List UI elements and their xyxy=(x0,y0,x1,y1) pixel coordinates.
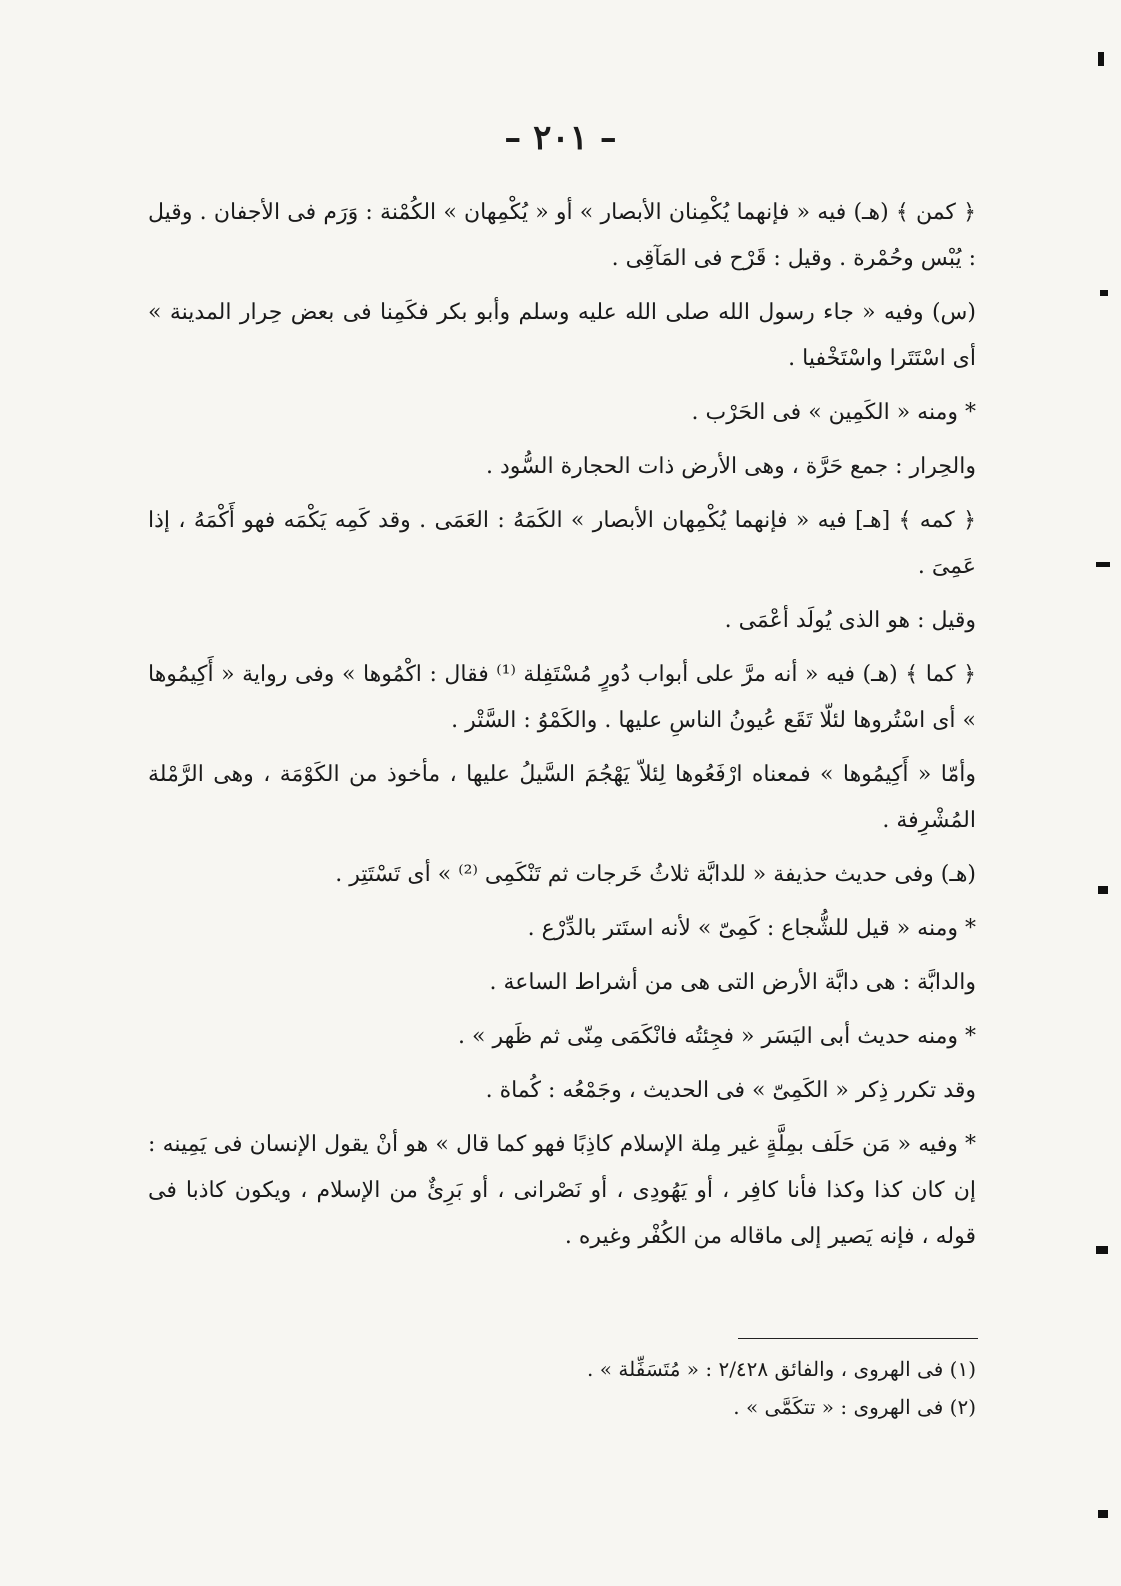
paragraph-hudhayfa-hadith: (هـ) وفى حديث حذيفة « للدابَّة ثلاثُ خَرجات ثم تَنْكَمِى ⁽²⁾ » أى تَسْتَتِر . xyxy=(335,862,976,887)
star-paragraph-kamin: * ومنه « الكَمِين » فى الحَرْب . xyxy=(691,400,976,425)
margin-mark xyxy=(1100,290,1108,296)
page-number: – ٢٠١ – xyxy=(504,118,617,158)
entry-kmn-hadith-paragraph: (س) وفيه « جاء رسول الله صلى الله عليه وسلم وأبو بكر فكَمِنا فى بعض حِرار المدينة » أى اسْتَتَرا واسْتَخْفيا . xyxy=(148,300,976,371)
paragraph-hirar: والحِرار : جمع حَرَّة ، وهى الأرض ذات الحجارة السُّود . xyxy=(486,454,976,479)
main-text xyxy=(148,190,976,1268)
entry-kmn-paragraph: ﴿ كمن ﴾ (هـ) فيه « فإنهما يُكْمِنان الأبصار » أو « يُكْمِهان » الكُمْنة : وَرَم فى الأجفان . وقيل : يُبْس وحُمْرة . وقيل : قَرْح فى المَآقِى . xyxy=(148,200,976,271)
margin-mark xyxy=(1096,562,1110,567)
footnote-divider xyxy=(738,1338,978,1339)
margin-mark xyxy=(1098,886,1108,894)
footnotes xyxy=(148,1350,976,1426)
paragraph-dabba: والدابَّة : هى دابَّة الأرض التى هى من أشراط الساعة . xyxy=(489,970,976,995)
star-paragraph-oath: * وفيه « مَن حَلَف بمِلَّةٍ غير مِلة الإسلام كاذِبًا فهو كما قال » هو أنْ يقول الإنسان فى يَمِينه : إن كان كذا وكذا فأنا كافِر ، أو يَهُودِى ، أو نَصْرانى ، أو بَرِئٌ من الإسلام ، ويكون كاذبا فى قوله ، فإنه يَصير إلى ماقاله من الكُفْر وغيره . xyxy=(148,1132,977,1249)
paragraph-kumat: وقد تكرر ذِكر « الكَمِىّ » فى الحديث ، وجَمْعُه : كُماة . xyxy=(485,1078,976,1103)
footnote-1: (١) فى الهروى ، والفائق ٢/٤٢٨ : « مُتَسَفِّلة » . xyxy=(587,1357,976,1381)
entry-kma-paragraph: ﴿ كما ﴾ (هـ) فيه « أنه مرَّ على أبواب دُورٍ مُسْتَفِلة ⁽¹⁾ فقال : اكْمُوها » وفى رواية « أَكِيمُوها » أى اسْتُروها لئلّا تَقَع عُيونُ الناسِ عليها . والكَمْوُ : السَّتْر . xyxy=(148,662,977,733)
star-paragraph-kamiyy: * ومنه « قيل للشُّجاع : كَمِىّ » لأنه استَتر بالدِّرْع . xyxy=(527,916,976,941)
margin-mark xyxy=(1098,1510,1108,1518)
entry-kmh-paragraph: ﴿ كمه ﴾ [هـ] فيه « فإنهما يُكْمِهان الأبصار » الكَمَهُ : العَمَى . وقد كَمِه يَكْمَه فهو أَكْمَهُ ، إذا عَمِىَ . xyxy=(148,508,976,579)
paragraph-akimuha: وأمّا « أَكِيمُوها » فمعناه ارْفَعُوها لِئلاّ يَهْجُمَ السَّيلُ عليها ، مأخوذ من الكَوْمَة ، وهى الرَّمْلة المُشْرِفة . xyxy=(148,762,976,833)
margin-mark xyxy=(1096,1246,1108,1254)
paragraph-akmah-definition: وقيل : هو الذى يُولَد أعْمَى . xyxy=(724,608,976,633)
star-paragraph-abi-alyasar: * ومنه حديث أبى اليَسَر « فجِئتُه فانْكَمَى مِنّى ثم ظَهر » . xyxy=(458,1024,976,1049)
footnote-2: (٢) فى الهروى : « تتكَمَّى » . xyxy=(733,1395,976,1419)
margin-mark xyxy=(1098,52,1104,66)
